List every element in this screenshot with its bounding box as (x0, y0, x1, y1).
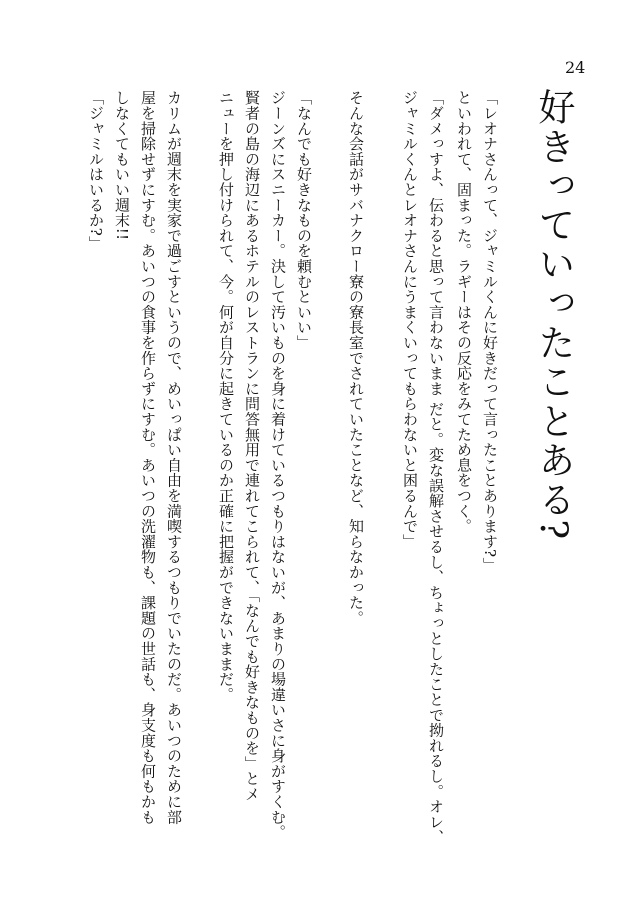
body-line-2: といわれて、固まった。ラギーはその反応をみてため息をつく。 (455, 90, 473, 534)
body-line-1: 「レオナさんって、ジャミルくんに好きだって言ったことあります?」 (481, 90, 499, 573)
body-line-8: 「なんでも好きなものを頼むといい」 (295, 90, 313, 351)
page-number: 24 (565, 58, 586, 77)
body-line-11: ニューを押し付けられて、今。何が自分に起きているのか正確に把握ができないままだ。 (217, 90, 235, 702)
body-line-14: 屋を掃除せずにすむ。あいつの食事を作らずにすむ。あいつの洗濯物も、課題の世話も、身支度も何もかも (139, 90, 157, 825)
chapter-title: 好きっていったことある? (532, 88, 575, 542)
body-line-3: 「ダメっすよ、伝わると思って言わないまま だと。変な誤解させるし、ちょっとしたことで拗れるし。オレ、 (427, 90, 445, 845)
body-line-4: ジャミルくんとレオナさんにうまくいってもらわないと困るんで」 (401, 90, 419, 549)
body-line-16: 「ジャミルはいるか?」 (87, 90, 105, 252)
body-line-15: しなくてもいい週末!! (113, 90, 131, 241)
body-line-10: 賢者の島の海辺にあるホテルのレストランに問答無用で連れてこられて、「なんでも好きなものを」とメ (243, 90, 261, 802)
body-line-9: ジーンズにスニーカー。決して汚いものを身に着けているつもりはないが、あまりの場違いさに身がすくむ。 (269, 90, 287, 840)
body-line-6: そんな会話がサバナクロー寮の寮長室でされていたことなど、知らなかった。 (347, 90, 365, 626)
body-line-13: カリムが週末を実家で過ごすというので、めいっぱい自由を満喫するつもりでいたのだ。あいつのために部 (165, 90, 183, 825)
